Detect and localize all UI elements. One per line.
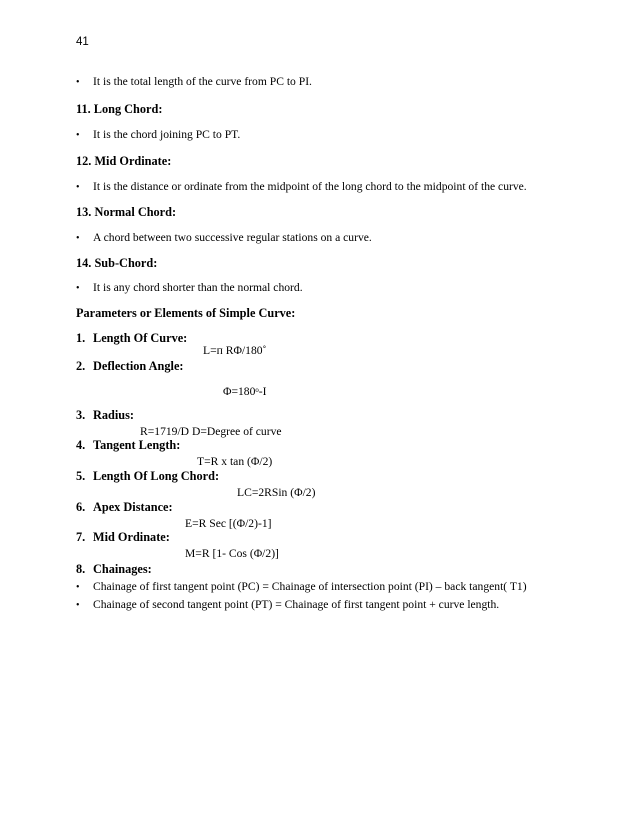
bullet-text: Chainage of first tangent point (PC) = Chainage of intersection point (PI) – back tangent( T1) xyxy=(93,580,527,593)
element-number: 6. xyxy=(76,500,86,514)
bullet-item xyxy=(76,180,527,193)
bullet-text: Chainage of second tangent point (PT) = Chainage of first tangent point + curve length. xyxy=(93,598,500,611)
bullet-icon: • xyxy=(76,77,80,88)
section-heading-parameters: Parameters or Elements of Simple Curve: xyxy=(76,306,296,320)
element-item xyxy=(76,359,184,374)
formula: E=R Sec [(Φ/2)-1] xyxy=(185,517,272,530)
formula: M=R [1- Cos (Φ/2)] xyxy=(185,547,279,560)
bullet-text: It is the distance or ordinate from the midpoint of the long chord to the midpoint of the curve. xyxy=(93,180,527,193)
element-item xyxy=(76,438,180,453)
bullet-text: It is any chord shorter than the normal chord. xyxy=(93,281,303,294)
bullet-item xyxy=(76,128,240,141)
bullet-icon: • xyxy=(76,582,80,593)
bullet-text: A chord between two successive regular stations on a curve. xyxy=(93,231,372,244)
bullet-icon: • xyxy=(76,283,80,294)
element-item xyxy=(76,530,170,545)
element-number: 8. xyxy=(76,562,86,576)
section-heading-long-chord: 11. Long Chord: xyxy=(76,102,163,116)
element-item xyxy=(76,562,152,577)
bullet-icon: • xyxy=(76,182,80,193)
formula: T=R x tan (Φ/2) xyxy=(197,455,273,468)
bullet-item xyxy=(76,75,312,88)
element-title: Mid Ordinate: xyxy=(93,530,170,544)
section-heading-sub-chord: 14. Sub-Chord: xyxy=(76,256,158,270)
element-item xyxy=(76,408,134,423)
element-title: Tangent Length: xyxy=(93,438,181,452)
formula: R=1719/D D=Degree of curve xyxy=(140,425,282,438)
element-number: 2. xyxy=(76,359,86,373)
formula: Φ=180ᵒ-I xyxy=(223,385,267,398)
bullet-item xyxy=(76,580,527,593)
element-title: Length Of Long Chord: xyxy=(93,469,220,483)
bullet-icon: • xyxy=(76,130,80,141)
element-title: Radius: xyxy=(93,408,135,422)
formula: LC=2RSin (Φ/2) xyxy=(237,486,316,499)
page-number: 41 xyxy=(76,36,89,48)
element-item xyxy=(76,500,173,515)
bullet-item xyxy=(76,598,499,611)
bullet-icon: • xyxy=(76,600,80,611)
element-title: Length Of Curve: xyxy=(93,331,188,345)
section-heading-mid-ordinate: 12. Mid Ordinate: xyxy=(76,154,172,168)
element-item xyxy=(76,469,219,484)
bullet-icon: • xyxy=(76,233,80,244)
section-heading-normal-chord: 13. Normal Chord: xyxy=(76,205,177,219)
bullet-text: It is the total length of the curve from PC to PI. xyxy=(93,75,312,88)
element-item xyxy=(76,331,187,346)
element-title: Deflection Angle: xyxy=(93,359,184,373)
bullet-item xyxy=(76,231,372,244)
element-number: 1. xyxy=(76,331,86,345)
element-title: Chainages: xyxy=(93,562,152,576)
element-number: 5. xyxy=(76,469,86,483)
formula: L=ᴨ RΦ/180˚ xyxy=(203,344,267,357)
element-title: Apex Distance: xyxy=(93,500,173,514)
element-number: 7. xyxy=(76,530,86,544)
element-number: 3. xyxy=(76,408,86,422)
element-number: 4. xyxy=(76,438,86,452)
bullet-text: It is the chord joining PC to PT. xyxy=(93,128,241,141)
bullet-item xyxy=(76,281,303,294)
